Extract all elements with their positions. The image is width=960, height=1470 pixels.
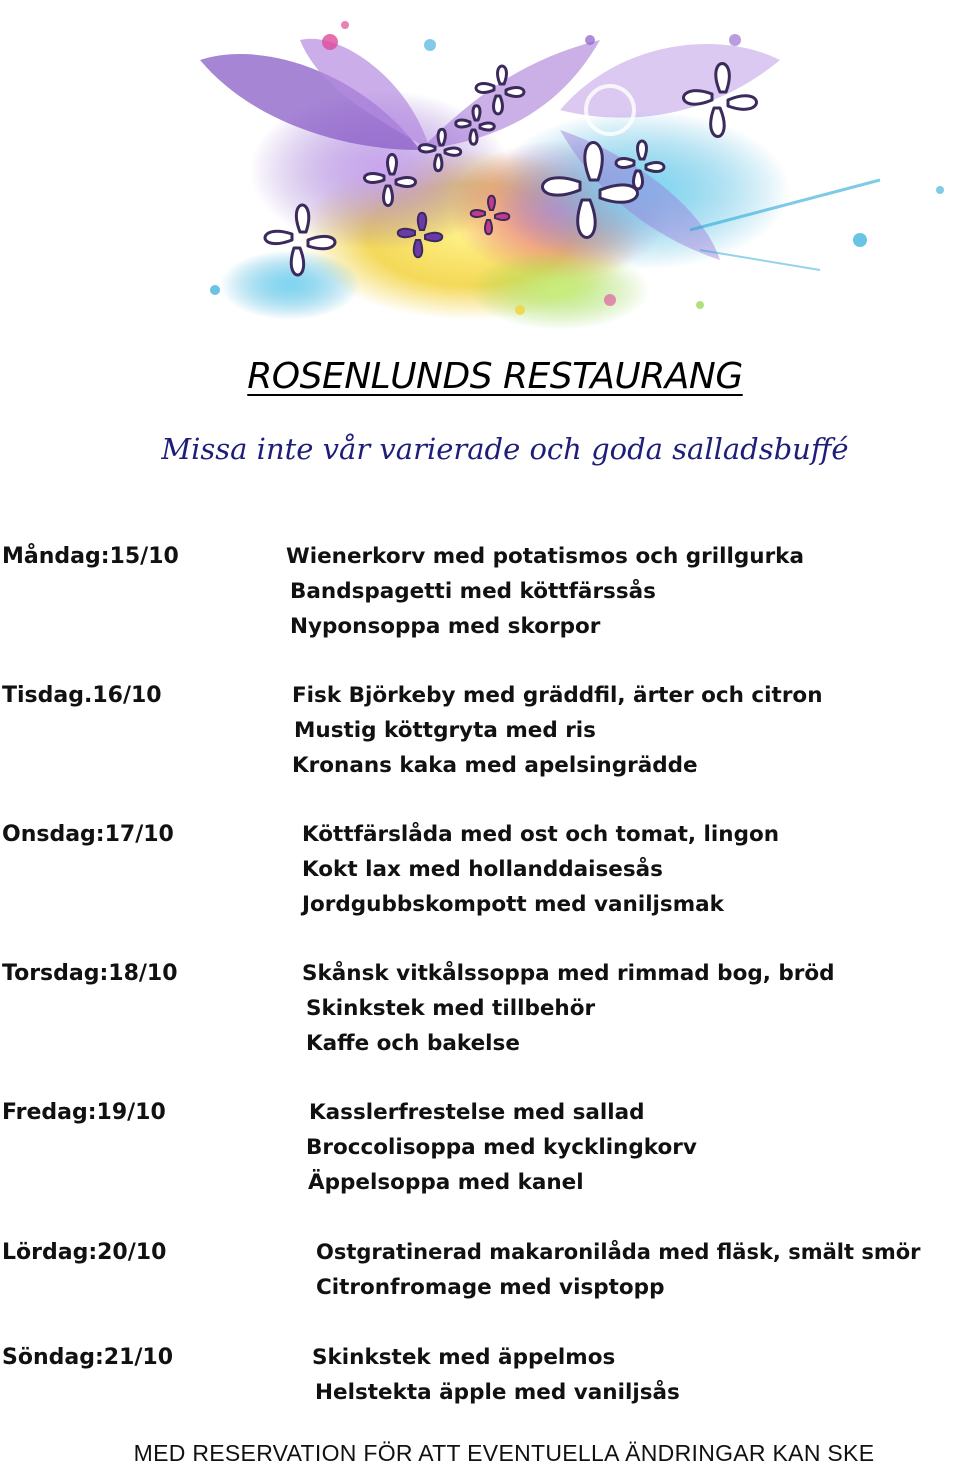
dish-list — [302, 817, 779, 922]
dish-item: Skinkstek med tillbehör — [306, 996, 596, 1021]
dish-list — [312, 1340, 680, 1410]
dish-item: Kasslerfrestelse med sallad — [309, 1100, 645, 1125]
dish-item: Kronans kaka med apelsingrädde — [292, 753, 698, 778]
dish-item: Ostgratinerad makaronilåda med fläsk, smält smör — [316, 1240, 921, 1264]
dish-item: Jordgubbskompott med vaniljsmak — [302, 892, 724, 917]
dish-list — [302, 956, 835, 1061]
dish-item: Fisk Björkeby med gräddfil, ärter och citron — [292, 683, 823, 708]
salad-buffet-tagline: Missa inte vår varierade och goda salladsbuffé — [161, 432, 849, 466]
dish-item: Skinkstek med äppelmos — [312, 1345, 616, 1370]
day-label: Fredag:19/10 — [2, 1100, 166, 1125]
dish-list — [292, 678, 823, 783]
reservation-footer-note: MED RESERVATION FÖR ATT EVENTUELLA ÄNDRINGAR KAN SKE — [133, 1440, 875, 1466]
dish-list — [316, 1235, 920, 1305]
dish-item: Mustig köttgryta med ris — [294, 718, 596, 743]
dish-item: Nyponsoppa med skorpor — [290, 614, 601, 639]
dish-item: Bandspagetti med köttfärssås — [290, 579, 656, 604]
dish-item: Citronfromage med visptopp — [316, 1275, 665, 1300]
dish-item: Helstekta äpple med vaniljsås — [315, 1380, 680, 1405]
dish-item: Skånsk vitkålssoppa med rimmad bog, bröd — [302, 961, 835, 986]
dish-item: Wienerkorv med potatismos och grillgurka — [286, 544, 804, 569]
dish-list — [306, 1095, 697, 1200]
dish-item: Broccolisoppa med kycklingkorv — [306, 1135, 697, 1160]
dish-item: Köttfärslåda med ost och tomat, lingon — [302, 822, 780, 847]
restaurant-title: ROSENLUNDS RESTAURANG — [247, 356, 743, 397]
day-label: Onsdag:17/10 — [2, 822, 174, 847]
day-label: Torsdag:18/10 — [2, 961, 178, 986]
day-label: Tisdag.16/10 — [2, 683, 162, 708]
day-label: Lördag:20/10 — [2, 1240, 167, 1265]
dish-list — [286, 539, 804, 644]
dish-item: Kaffe och bakelse — [306, 1031, 520, 1056]
day-label: Söndag:21/10 — [2, 1345, 174, 1370]
day-label: Måndag:15/10 — [2, 544, 179, 569]
dish-item: Kokt lax med hollanddaisesås — [302, 857, 663, 882]
floral-header-illustration — [0, 0, 960, 330]
dish-item: Äppelsoppa med kanel — [308, 1170, 584, 1195]
